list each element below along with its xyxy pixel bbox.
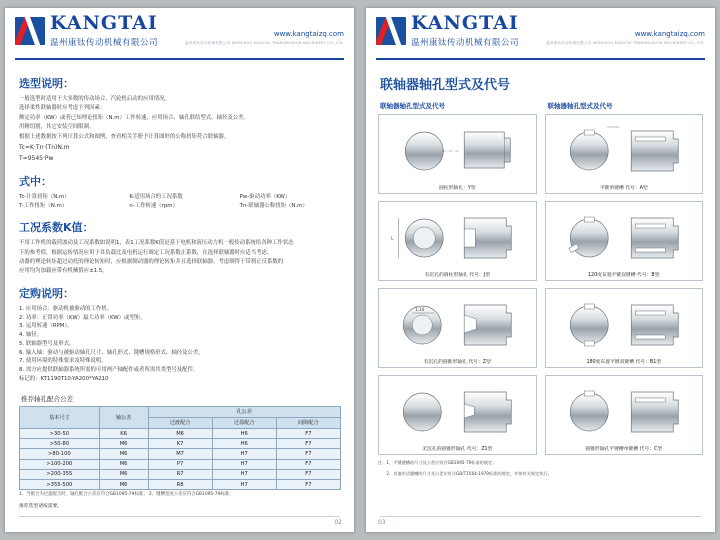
bore-type-caption: 无沉孔的圆锥形轴孔 代号：Z1型 [422, 447, 493, 452]
keyway-type-caption: 180度布置平键双键槽 代号：B1型 [586, 360, 662, 365]
keyway-type-cell [545, 114, 704, 194]
left-page-body [5, 60, 354, 509]
th-transition-fit: 过渡配合 [148, 417, 212, 428]
cell: H7 [212, 449, 276, 459]
cell: >200-355 [20, 469, 100, 479]
ordering-list [19, 305, 340, 384]
cell: M7 [148, 449, 212, 459]
svg-text:L: L [391, 236, 394, 241]
kangtai-logo-icon [376, 17, 406, 45]
header-subline: 温州康钛传动机械有限公司 WENZHOU KANGTAI TRANSMISSION MACHINERY CO.,LTD. [184, 41, 344, 45]
brand-name: KANGTAI [411, 12, 519, 34]
legend-n: n-工作转速（rpm） [129, 202, 178, 209]
table-row [20, 459, 341, 469]
tolerance-table [19, 406, 341, 491]
kfactor-para-3: 动器的理论转矩超过动托的理论转矩时，应根据制动器的理论转矩并且选择联轴器。考虑制得于带刹正反系数的 [19, 259, 284, 266]
selection-para-4: 用精切割，其它安装空间限制。 [19, 124, 95, 131]
section-title-kfactor: 工况系数K值： [19, 221, 94, 235]
th-hole-tol: 孔公差 [148, 406, 340, 417]
cell: >355-500 [20, 479, 100, 489]
page-header-right [376, 14, 705, 60]
bore-z1-type-drawing [379, 378, 536, 444]
legend-pw: Pw-驱动功率（KW） [239, 194, 291, 201]
cell: H7 [212, 479, 276, 489]
kfactor-para-2: 下的参考值，根据运转情况应用于各负载比及电机运行调定工况系数正系数，在选择联轴器时应适当考虑。 [19, 249, 273, 256]
legend-k: K-适用场合的工况系数 [129, 194, 183, 201]
bore-type-grid [378, 114, 703, 455]
brand-name: KANGTAI [50, 12, 158, 34]
ordering-item-5: 5. 联轴器型号及形式。 [19, 340, 75, 347]
bore-y-type-drawing [379, 117, 536, 183]
th-basic-size: 基本尺寸 [20, 406, 100, 428]
bore-type-caption: 圆柱形轴孔：Y型 [438, 186, 476, 191]
th-shaft-tol: 轴公差 [99, 406, 148, 428]
table-row [20, 449, 341, 459]
cell: M6 [148, 428, 212, 438]
page-title: 联轴器轴孔型式及代号 [380, 78, 511, 93]
website-url[interactable]: www.kangtaizq.com [273, 30, 344, 38]
right-page-body [366, 60, 715, 478]
legend-tc: Tc-计算扭矩（N.m） [19, 194, 70, 201]
bore-type-caption: 有沉孔的圆柱形轴孔 代号：J型 [424, 273, 490, 278]
header-subline: 温州康钛传动机械有限公司 WENZHOU KANGTAI TRANSMISSION MACHINERY CO.,LTD. [545, 41, 705, 45]
cell: R7 [148, 469, 212, 479]
cell: F7 [276, 459, 340, 469]
kangtai-logo-icon [15, 17, 45, 45]
cell: F7 [276, 469, 340, 479]
section-title-legend: 式中： [19, 175, 52, 189]
keyway-type-caption: 120度布置平键双键槽 代号：B型 [587, 273, 660, 278]
ordering-item-7: 7. 使用环境的特殊要求及特殊说明。 [19, 358, 107, 365]
bore-type-cell [378, 375, 537, 455]
svg-text:1:10: 1:10 [415, 307, 425, 312]
cell: >30-50 [20, 428, 100, 438]
header-website[interactable] [635, 30, 705, 38]
brand-name-cn: 温州康钛传动机械有限公司 [411, 38, 520, 48]
keyway-type-caption: 圆锥形轴孔平键槽单键槽 代号：C型 [585, 447, 663, 452]
ordering-item-4: 4. 轴径。 [19, 332, 43, 339]
cell: M6 [99, 439, 148, 449]
keyway-type-cell [545, 201, 704, 281]
table-row [20, 469, 341, 479]
footer-divider-right [380, 516, 701, 517]
keyway-b-type-drawing [546, 204, 703, 270]
bore-type-cell [378, 201, 537, 281]
bore-type-cell [378, 114, 537, 194]
section-title-selection: 选型说明： [19, 77, 74, 90]
keyway-c-type-drawing [546, 378, 703, 444]
cell: F7 [276, 479, 340, 489]
page-number-right: 03 [378, 519, 386, 526]
ordering-item-8: 8. 需方应提供联轴器系统所需的可用两产轴配件或者所需其类型号及配件。 [19, 367, 199, 374]
footer-divider-left [19, 516, 340, 517]
bore-type-caption: 有沉孔的圆锥形轴孔 代号：Z型 [423, 360, 491, 365]
cell: K7 [148, 439, 212, 449]
column-headers [380, 101, 703, 110]
cell: H7 [212, 469, 276, 479]
bore-type-column-left [378, 114, 537, 455]
cell: >50-80 [20, 439, 100, 449]
cell: M6 [99, 479, 148, 489]
kfactor-para-1: 不用工作机的载荷波动及工况系数如说明1，表1工况系数K值是基于电机和液压动力机一般传动系统给各种工作状态 [19, 240, 294, 247]
legend-columns [19, 193, 340, 210]
ordering-item-6: 6. 输入轴：驱动与被驱动轴孔尺寸、轴孔形式、键槽规格形式、轴径及公差。 [19, 349, 204, 356]
page-header-left [15, 14, 344, 60]
keyway-note-1: 注：1、平键键槽的尺寸及公差应符合GB1095-79标准的规定； [378, 460, 497, 465]
legend-tn: Tn-联轴器公称扭矩（N.m） [239, 202, 308, 209]
section-title-ordering: 定购说明： [19, 286, 74, 300]
cell: K6 [99, 428, 148, 438]
selection-para-3: 额定功率（KW）或者已知理论扭矩（N.m）工作转速、应用场合、轴孔联结型式、轴径及公差。 [19, 114, 249, 121]
table-row [20, 439, 341, 449]
bore-type-cell [378, 288, 537, 368]
website-url[interactable]: www.kangtaizq.com [634, 30, 705, 38]
cell: F7 [276, 428, 340, 438]
table-row [20, 428, 341, 438]
brand-name-cn: 温州康钛传动机械有限公司 [50, 38, 159, 48]
selection-para-5: 根据上述数据按下列计算公式和图例，查看相关手册予计算图形的公称扭矩符合联轴器。 [19, 133, 230, 140]
keyway-type-cell [545, 288, 704, 368]
keyway-type-caption: 平键单键槽 代号：A型 [599, 186, 648, 191]
formula-1: Tc=K·Tn·(Tn)N.m [19, 143, 70, 151]
cell: F7 [276, 439, 340, 449]
kfactor-para-4: 应用均为加载应带有机械值应±1.5。 [19, 268, 108, 275]
ordering-item-1: 1. 应用场合：驱动机被驱动的工作机。 [19, 305, 113, 312]
selection-para-2: 选择柔性联轴器时应考虑下列因素： [19, 105, 106, 112]
column-header-right: 联轴器轴孔型式及代号 [547, 102, 613, 110]
cell: >100-200 [20, 459, 100, 469]
keyway-b1-type-drawing [546, 291, 703, 357]
legend-col-3 [240, 193, 340, 210]
cell: H6 [212, 428, 276, 438]
cell: R8 [148, 479, 212, 489]
cell: P7 [148, 459, 212, 469]
keyway-a-type-drawing [546, 117, 703, 183]
legend-t: T-工作扭矩（N.m） [19, 202, 68, 209]
th-clearance-fit: 间隙配合 [276, 417, 340, 428]
cell: >80-100 [20, 449, 100, 459]
column-header-left: 联轴器轴孔型式及代号 [380, 102, 445, 110]
legend-col-2 [129, 193, 229, 210]
page-left [5, 8, 354, 532]
ordering-item-3: 3. 运用转速（RPM）。 [19, 323, 73, 330]
formula-2: T=9545·Pw [19, 155, 54, 163]
tolerance-note-2: 推荐选型请按需要。 [19, 503, 63, 509]
bore-j-type-drawing [379, 204, 536, 270]
table-row [20, 479, 341, 489]
page-number-left: 02 [334, 519, 342, 526]
cell: M6 [99, 449, 148, 459]
keyway-note-2: 2、其他形式键槽的尺寸及公差应符合GB/T1564-1979标准的规定，并按有关规定执行。 [378, 471, 552, 477]
cell: H7 [212, 459, 276, 469]
ordering-item-2: 2. 功率：正常功率（KW）最大功率（KW）或型矩。 [19, 314, 146, 321]
bore-type-column-right [545, 114, 704, 455]
cell: M6 [99, 459, 148, 469]
cell: M6 [99, 469, 148, 479]
page-right [366, 8, 715, 532]
bore-z-type-drawing [379, 291, 536, 357]
th-interference-fit: 过盈配合 [212, 417, 276, 428]
tolerance-table-title: 推荐轴孔配合公差 [21, 394, 73, 403]
selection-para-1: 一般选型时适用于大多数的传动场合，汽轮机启动的应用情况。 [19, 96, 170, 102]
cell: F7 [276, 449, 340, 459]
ordering-marking-example: 标记的：KT1190T10-YA200*YA210 [19, 375, 109, 382]
legend-col-1 [19, 193, 119, 210]
tolerance-note-1: 1、当配合为过盈配合时，轴孔配合公差应符合GB1095-79标准； 2、键槽宽度公差应符合GB1095-79标准； [19, 492, 234, 498]
keyway-type-cell [545, 375, 704, 455]
header-website[interactable] [274, 30, 344, 38]
cell: H6 [212, 439, 276, 449]
